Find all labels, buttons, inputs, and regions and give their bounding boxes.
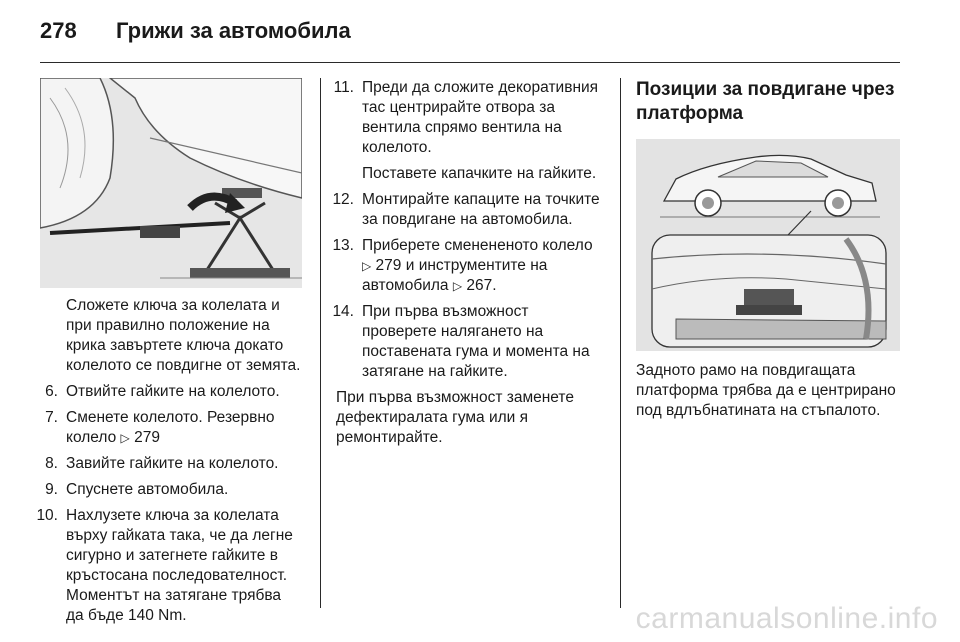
item-text	[66, 408, 302, 448]
page-reference[interactable]: 267.	[466, 277, 497, 294]
cross-reference-icon[interactable]: ▷	[452, 279, 463, 293]
watermark: carmanualsonline.info	[635, 602, 938, 635]
jack-caption: Сложете ключа за колелата и при правилно положение на крика завъртете ключа докато колелото се повдигне от земята.	[66, 297, 301, 374]
list-item	[332, 236, 606, 296]
lift-caption: Задното рамо на повдигащата платформа трябва да е центрирано под вдлъбнатината на стъпалото.	[636, 362, 896, 419]
column-3	[636, 78, 900, 421]
list-item	[40, 408, 302, 448]
header-rule	[40, 62, 900, 63]
item-number: 12.	[332, 191, 354, 208]
page-title: Грижи за автомобила	[116, 18, 351, 43]
item-number: 8.	[45, 455, 58, 472]
sub-paragraph: Поставете капачките на гайките.	[362, 165, 597, 182]
item-number: 7.	[45, 409, 58, 426]
column-2	[332, 78, 606, 448]
item-number: 14.	[332, 303, 354, 320]
page-reference[interactable]: 279	[134, 429, 160, 446]
item-text	[362, 236, 606, 296]
item-text: Преди да сложите декоративния тас центрирайте отвора за вентила спрямо вентила на колелото.	[362, 79, 599, 156]
lift-platform-illustration	[636, 139, 900, 351]
item-text: При първа възможност проверете налягането на поставената гума и момента на затягане на гайките.	[362, 303, 590, 380]
column-divider-1	[320, 78, 321, 608]
item-text: Отвийте гайките на колелото.	[66, 383, 280, 400]
cross-reference-icon[interactable]: ▷	[362, 259, 372, 273]
jack-illustration	[40, 78, 302, 288]
column-1	[36, 78, 302, 626]
page-number: 278	[40, 18, 77, 43]
list-item	[332, 190, 606, 230]
list-item	[333, 78, 606, 158]
item-number: 11.	[333, 79, 354, 96]
item-text-part: и инструментите на автомобила	[362, 257, 548, 294]
column-divider-2	[620, 78, 621, 608]
item-text: Спуснете автомобила.	[66, 481, 229, 498]
item-text: Нахлузете ключа за колелата върху гайката така, че да легне сигурно и затегнете гайките в кръстосана последователност. Моментът на затягане трябва да бъде 140 Nm.	[66, 507, 293, 624]
closing-paragraph: При първа възможност заменете дефектиралата гума или я ремонтирайте.	[336, 389, 574, 446]
list-item	[332, 302, 606, 382]
page-reference[interactable]: 279	[375, 257, 402, 274]
item-number: 13.	[332, 237, 354, 254]
section-heading: Позиции за повдигане чрез платформа	[636, 79, 895, 124]
item-text-part: Приберете сменененото колело	[362, 237, 593, 254]
item-text: Монтирайте капаците на точките за повдигане на автомобила.	[362, 191, 600, 228]
item-number: 6.	[45, 383, 58, 400]
list-item	[40, 382, 302, 402]
item-text-part: Сменете колелото. Резервно колело	[66, 409, 275, 446]
item-number: 9.	[45, 481, 58, 498]
item-text: Завийте гайките на колелото.	[66, 455, 279, 472]
list-item	[40, 454, 302, 474]
list-item	[40, 480, 302, 500]
list-item	[36, 506, 302, 626]
page-header	[40, 18, 351, 44]
cross-reference-icon[interactable]: ▷	[120, 431, 130, 445]
item-number: 10.	[36, 507, 58, 524]
